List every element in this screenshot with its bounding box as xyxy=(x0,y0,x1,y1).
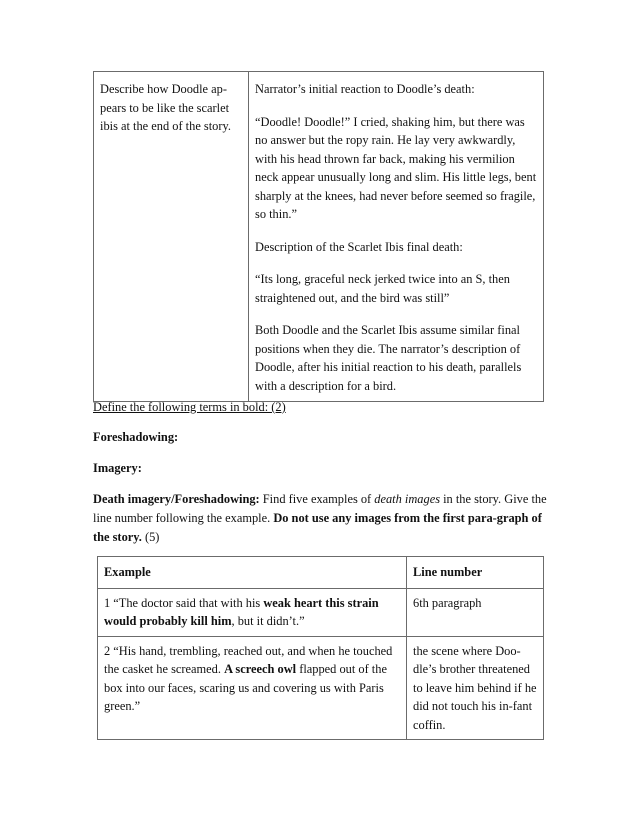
example-text: 1 “The doctor said that with his xyxy=(104,595,264,610)
example-cell xyxy=(98,636,407,740)
column-header-line-number: Line number xyxy=(407,557,544,589)
example-cell xyxy=(98,588,407,636)
instructions-text: in the story. Give the line number following the example. xyxy=(93,492,547,525)
answer-paragraph: Narrator’s initial reaction to Doodle’s death: xyxy=(255,82,475,96)
table-row xyxy=(98,588,544,636)
table-header-row xyxy=(98,557,544,589)
examples-table xyxy=(97,556,544,740)
instructions-italic: death images xyxy=(374,492,441,506)
example-text: , but it didn’t.” xyxy=(231,614,305,628)
term-foreshadowing: Foreshadowing: xyxy=(93,430,179,444)
example-bold-text: weak heart this strain would probably kill him xyxy=(104,595,379,628)
column-header-example: Example xyxy=(98,557,407,589)
answer-cell xyxy=(249,72,544,402)
term-imagery: Imagery: xyxy=(93,461,142,475)
instructions-bold: Do not use any images from the first para-graph of the story. xyxy=(93,511,542,544)
example-text: 2 “His hand, trembling, reached out, and when he touched the casket he screamed. xyxy=(104,643,393,676)
instructions-text: (5) xyxy=(141,530,160,544)
instructions-text: Find five examples of xyxy=(259,492,375,506)
answer-table xyxy=(93,71,544,402)
define-heading: Define the following terms in bold: (2) xyxy=(93,400,286,414)
answer-paragraph: “Doodle! Doodle!” I cried, shaking him, but there was no answer but the ropy rain. He lay very awkwardly, with his head thrown far back, making his vermilion neck appear unusually long and slim. His little legs, bent sharply at the knees, had never before seemed so fragile, so thin.” xyxy=(255,114,537,221)
answer-paragraph: Both Doodle and the Scarlet Ibis assume similar final positions when they die. The narrator’s description of Doodle, after his initial reaction to his death, parallels with a description for a bird. xyxy=(255,323,522,393)
answer-paragraph: “Its long, graceful neck jerked twice into an S, then straightened out, and the bird was still” xyxy=(255,272,510,305)
table-row xyxy=(98,636,544,740)
instructions-label: Death imagery/Foreshadowing: xyxy=(93,492,260,506)
question-cell: Describe how Doodle ap-pears to be like the scarlet ibis at the end of the story. xyxy=(94,72,249,402)
line-number-cell: the scene where Doo-dle’s brother threatened to leave him behind if he did not touch his in-fant coffin. xyxy=(407,636,544,740)
answer-row xyxy=(94,72,544,402)
example-text: flapped out of the box into our faces, scaring us and covering us with Paris green.” xyxy=(104,662,387,713)
instructions-paragraph xyxy=(93,490,548,547)
answer-paragraph: Description of the Scarlet Ibis final death: xyxy=(255,239,463,254)
line-number-cell: 6th paragraph xyxy=(407,588,544,636)
example-bold-text: A screech owl xyxy=(224,662,297,676)
